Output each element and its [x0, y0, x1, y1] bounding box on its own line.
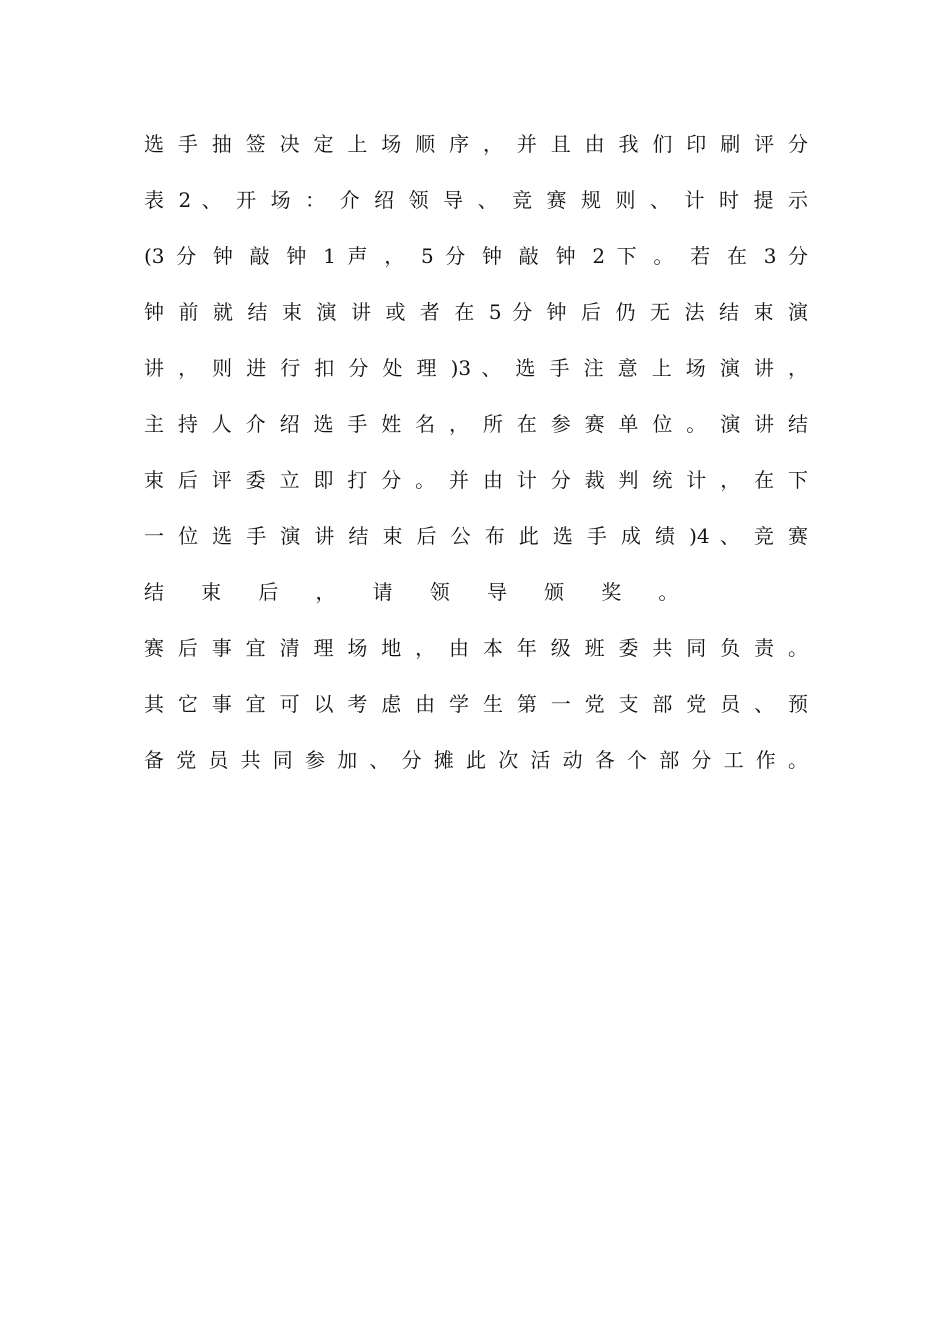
body-text — [144, 128, 844, 800]
text-line-5: 讲 ， 则 进 行 扣 分 处 理 )3 、 选 手 注 意 上 场 演 讲 ， — [144, 356, 808, 380]
text-line-6: 主 持 人 介 绍 选 手 姓 名 ， 所 在 参 赛 单 位 。 演 讲 结 — [144, 412, 808, 436]
text-line-3: (3 分 钟 敲 钟 1 声 ， 5 分 钟 敲 钟 2 下 。 若 在 3 分 — [144, 244, 808, 268]
text-line-4: 钟 前 就 结 束 演 讲 或 者 在 5 分 钟 后 仍 无 法 结 束 演 — [144, 300, 808, 324]
text-line-1: 选 手 抽 签 决 定 上 场 顺 序 ， 并 且 由 我 们 印 刷 评 分 — [144, 132, 808, 156]
text-line-7: 束 后 评 委 立 即 打 分 。 并 由 计 分 裁 判 统 计 ， 在 下 — [144, 468, 808, 492]
text-line-10: 赛 后 事 宜 清 理 场 地 ， 由 本 年 级 班 委 共 同 负 责 。 — [144, 636, 808, 660]
text-line-8: 一 位 选 手 演 讲 结 束 后 公 布 此 选 手 成 绩 )4 、 竞 赛 — [144, 524, 808, 548]
text-line-11: 其 它 事 宜 可 以 考 虑 由 学 生 第 一 党 支 部 党 员 、 预 — [144, 692, 808, 716]
text-line-9: 结 束 后 ， 请 领 导 颁 奖 。 — [144, 580, 694, 604]
text-line-2: 表 2 、 开 场 ： 介 绍 领 导 、 竞 赛 规 则 、 计 时 提 示 — [144, 188, 808, 212]
text-line-12: 备 党 员 共 同 参 加 、 分 摊 此 次 活 动 各 个 部 分 工 作 。 — [144, 748, 808, 772]
